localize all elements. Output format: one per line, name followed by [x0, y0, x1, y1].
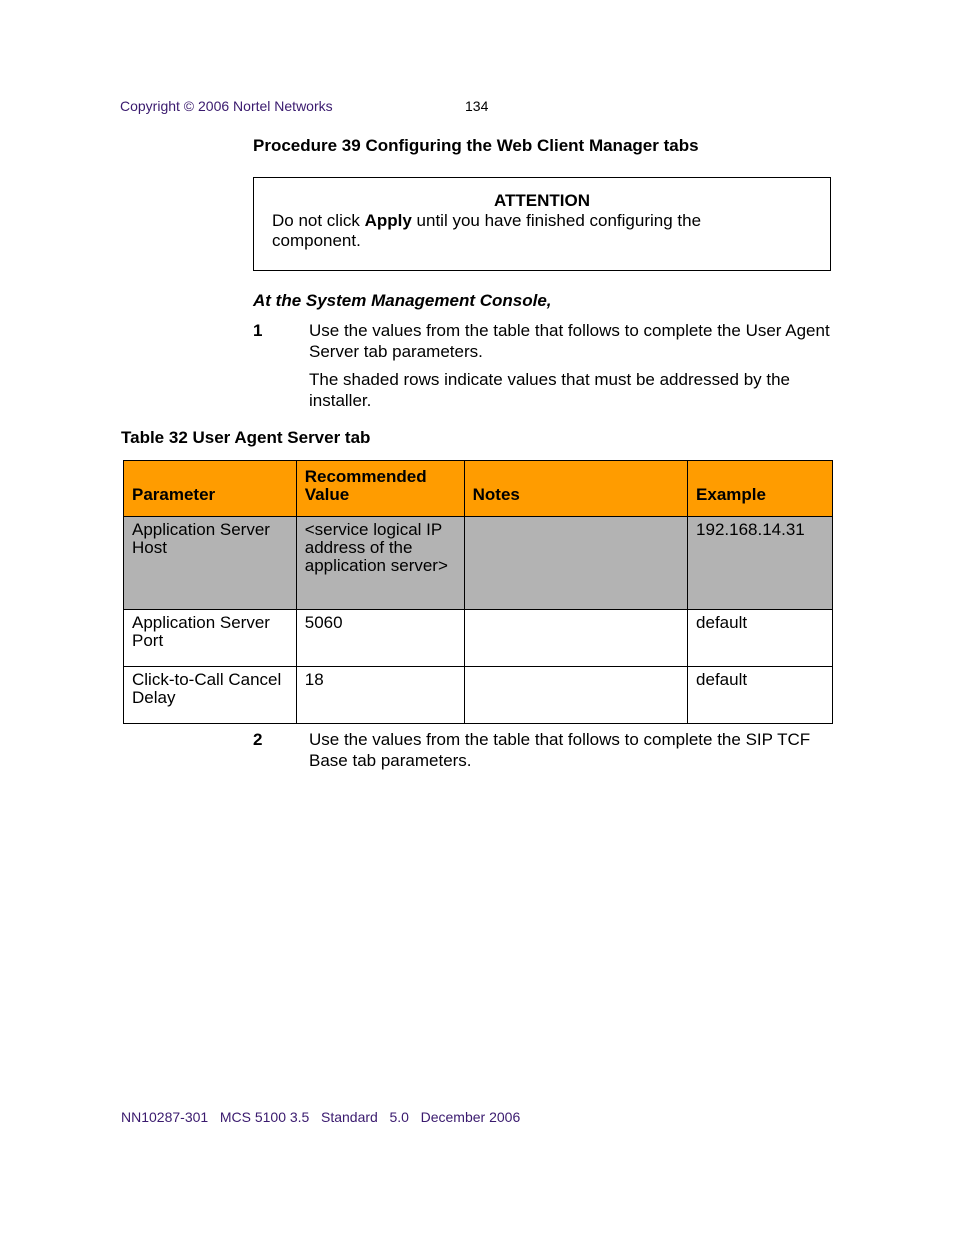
table-cell [464, 517, 687, 610]
table-cell: default [688, 610, 833, 667]
apply-word: Apply [364, 211, 412, 230]
attention-heading: ATTENTION [493, 191, 590, 210]
table-row [124, 667, 833, 724]
attention-box [253, 177, 831, 271]
table-cell: Application Server Host [124, 517, 297, 610]
table-header-row [124, 461, 833, 517]
header-example: Example [688, 461, 833, 517]
header-recommended-value: Recommended Value [296, 461, 464, 517]
table-cell: <service logical IP address of the application server> [296, 517, 464, 610]
procedure-title: Procedure 39 Configuring the Web Client Manager tabs [253, 136, 699, 155]
table-cell: 18 [296, 667, 464, 724]
table-cell: 5060 [296, 610, 464, 667]
attention-text: Do not click Apply until you have finished configuring the component. [272, 211, 702, 250]
console-heading: At the System Management Console, [253, 291, 552, 310]
step-1-number: 1 [253, 321, 263, 340]
table-cell: Application Server Port [124, 610, 297, 667]
table-caption: Table 32 User Agent Server tab [121, 428, 371, 447]
step-1-text: Use the values from the table that follows to complete the User Agent Server tab parameters. [309, 321, 830, 361]
header-parameter: Parameter [124, 461, 297, 517]
step-2-text: Use the values from the table that follows to complete the SIP TCF Base tab parameters. [309, 730, 811, 770]
copyright-text: Copyright © 2006 Nortel Networks [120, 98, 333, 114]
table-cell [464, 667, 687, 724]
user-agent-server-table [123, 460, 833, 724]
table-cell: Click-to-Call Cancel Delay [124, 667, 297, 724]
table-cell: 192.168.14.31 [688, 517, 833, 610]
page-number: 134 [465, 98, 489, 114]
table-row [124, 517, 833, 610]
step-1-note: The shaded rows indicate values that must be addressed by the installer. [309, 370, 791, 410]
table-row [124, 610, 833, 667]
header-notes: Notes [464, 461, 687, 517]
table-cell [464, 610, 687, 667]
step-2-number: 2 [253, 730, 263, 749]
table-cell: default [688, 667, 833, 724]
footer-text: NN10287-301 MCS 5100 3.5 Standard 5.0 December 2006 [121, 1109, 521, 1125]
